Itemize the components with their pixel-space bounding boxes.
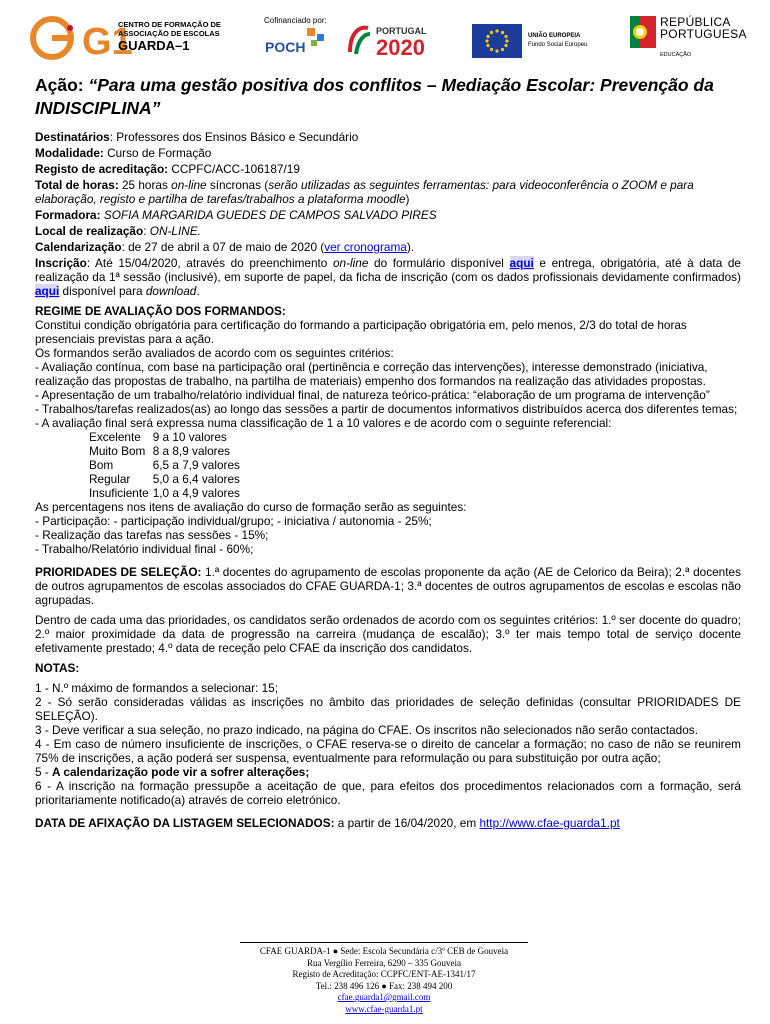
nota-1: 1 - N.º máximo de formandos a selecionar: 15; xyxy=(35,681,278,695)
criterios-paragraph: Dentro de cada uma das prioridades, os candidatos serão ordenados de acordo com os seguintes critérios: 1.º ser docente do quadro; 2.º maior proximidade da data de progressão na carreira (mudança de escalão); 3.º ter mais tempo total de serviço docente efetivamente prestado; 4.º data de receção pelo CFAE da inscrição dos candidatos. xyxy=(35,613,741,655)
footer-web-link[interactable]: www.cfae-guarda1.pt xyxy=(345,1003,423,1014)
regime-p4: - Apresentação de um trabalho/relatório individual final, de natureza teórico-prática: “elaboração de um programa de intervenção” xyxy=(35,388,710,402)
regime-p10: - Trabalho/Relatório individual final - 60%; xyxy=(35,542,254,556)
g1-logo-number: G1 xyxy=(82,21,133,63)
document-body xyxy=(35,130,741,830)
regime-p6: - A avaliação final será expressa numa classificação de 1 a 10 valores e de acordo com o seguinte referencial: xyxy=(35,416,612,430)
calendarizacao-label: Calendarização xyxy=(35,240,122,254)
table-row xyxy=(89,472,244,486)
scale-range: 1,0 a 4,9 valores xyxy=(152,486,240,500)
g1-logo-line1: CENTRO DE FORMAÇÃO DE xyxy=(118,20,221,29)
form-aqui-link[interactable]: aqui xyxy=(509,256,534,270)
registo-value: CCPFC/ACC-106187/19 xyxy=(168,162,300,176)
portugal-year: 2020 xyxy=(376,35,425,60)
g1-logo-icon xyxy=(30,16,133,63)
document-header xyxy=(0,0,770,70)
modalidade-label: Modalidade: xyxy=(35,146,104,160)
local-line xyxy=(35,224,741,238)
footer-line1: CFAE GUARDA-1 ● Sede: Escola Secundária c/3º CEB de Gouveia xyxy=(259,946,509,956)
destinatarios-label: Destinatários xyxy=(35,130,110,144)
scale-label: Insuficiente xyxy=(89,486,149,500)
ue-text xyxy=(528,32,587,50)
g1-logo-line3: GUARDA–1 xyxy=(118,38,190,53)
scale-range: 8 a 8,9 valores xyxy=(152,444,231,458)
scale-label: Muito Bom xyxy=(89,444,146,458)
ue-line1: UNIÃO EUROPEIA xyxy=(528,33,581,39)
nota-2: 2 - Só serão consideradas válidas as inscrições no âmbito das prioridades de seleção definidas (consultar PRIORIDADES DE SELEÇÃO). xyxy=(35,695,741,723)
cofinanciado-label: Cofinanciado por: xyxy=(264,16,327,25)
portugal2020-logo-icon xyxy=(346,22,456,58)
prioridades-text: 1.ª docentes do agrupamento de escolas proponente da ação (AE de Celorico da Beira); 2.ª docentes de outros agrupamentos de escolas associados do CFAE GUARDA-1; 3.ª docentes de outros agrupamentos de escolas e escolas não agrupadas. xyxy=(35,565,741,607)
cfae-website-link[interactable]: http://www.cfae-guarda1.pt xyxy=(479,816,620,830)
title-text: “Para uma gestão positiva dos conflitos – Mediação Escolar: Prevenção da INDISCIPLINA” xyxy=(35,75,714,118)
inscricao-online: on-line xyxy=(332,256,369,270)
inscricao-label: Inscrição xyxy=(35,256,87,270)
regime-p5: - Trabalhos/tarefas realizados(as) ao longo das sessões a partir de documentos informativos distribuídos acerca dos diferentes temas; xyxy=(35,402,738,416)
formadora-value: SOFIA MARGARIDA GUEDES DE CAMPOS SALVADO PIRES xyxy=(100,208,437,222)
local-value: ON-LINE. xyxy=(149,224,201,238)
modalidade-line xyxy=(35,146,741,160)
scale-range: 9 a 10 valores xyxy=(152,430,227,444)
footer-email-link[interactable]: cfae.guarda1@gmail.com xyxy=(337,992,431,1002)
horas-label: Total de horas: xyxy=(35,178,119,192)
republica-portuguesa-logo xyxy=(630,16,760,62)
document-footer xyxy=(240,942,528,1015)
formadora-line xyxy=(35,208,741,222)
notas-heading xyxy=(35,661,741,675)
g1-logo-line2: ASSOCIAÇÃO DE ESCOLAS xyxy=(118,29,220,38)
table-row xyxy=(89,430,244,444)
inscricao-text-b: do formulário disponível xyxy=(368,256,510,270)
horas-text: síncronas ( xyxy=(206,178,269,192)
nota-6: 6 - A inscrição na formação pressupõe a aceitação de que, para efeitos dos procedimentos relacionados com a formação, será prioritariamente notificado(a) através de correio eletrónico. xyxy=(35,779,741,807)
regime-p3: - Avaliação contínua, com base na participação oral (pertinência e correção das intervenções), interesse demonstrado (iniciativa, realização das propostas de trabalho, na partilha de materiais) empenho dos formandos na realização das atividades propostas. xyxy=(35,360,708,388)
scale-label: Bom xyxy=(89,458,114,472)
footer-line3: Registo de Acreditação: CCPFC/ENT-AE-1341/17 xyxy=(292,969,476,979)
local-sep: : xyxy=(143,224,150,238)
regime-p7: As percentagens nos itens de avaliação do curso de formação serão as seguintes: xyxy=(35,500,467,514)
footer-line2: Rua Vergílio Ferreira, 6290 – 335 Gouveia xyxy=(307,957,461,968)
registo-line xyxy=(35,162,741,176)
ue-logo xyxy=(472,24,612,58)
nota-5-text: A calendarização pode vir a sofrer alterações; xyxy=(52,765,310,779)
eu-flag-icon xyxy=(472,24,522,58)
republica-emblem-icon xyxy=(630,16,656,48)
republica-line2: PORTUGUESA xyxy=(660,27,747,41)
classification-table xyxy=(89,430,244,500)
republica-line3: EDUCAÇÃO xyxy=(660,52,692,58)
registo-label: Registo de acreditação: xyxy=(35,162,169,176)
regime-heading xyxy=(35,304,741,318)
inscricao-download: download xyxy=(145,284,197,298)
formadora-label: Formadora: xyxy=(35,208,101,222)
horas-close: ) xyxy=(405,192,410,206)
calendarizacao-value: : de 27 de abril a 07 de maio de 2020 ( xyxy=(121,240,325,254)
scale-range: 5,0 a 6,4 valores xyxy=(152,472,240,486)
scale-label: Excelente xyxy=(89,430,141,444)
nota-3: 3 - Deve verificar a sua seleção, no prazo indicado, na página do CFAE. Os inscritos não selecionados não serão contactados. xyxy=(35,723,698,737)
prioridades-label: PRIORIDADES DE SELEÇÃO: xyxy=(35,565,202,579)
regime-p1: Constitui condição obrigatória para certificação do formando a participação obrigatória em, pelo menos, 2/3 do total de horas presenciais previstas para a ação. xyxy=(35,318,687,346)
page-title xyxy=(35,74,743,120)
notas-heading-text: NOTAS: xyxy=(35,661,80,675)
calendarizacao-close: ). xyxy=(406,240,415,254)
afixacao-label: DATA DE AFIXAÇÃO DA LISTAGEM SELECIONADOS: xyxy=(35,816,335,830)
nota-5 xyxy=(35,765,741,779)
republica-line1: REPÚBLICA xyxy=(660,15,731,29)
table-row xyxy=(89,458,244,472)
inscricao-text-d: disponível para xyxy=(59,284,146,298)
cronograma-link[interactable]: ver cronograma xyxy=(324,240,407,254)
inscricao-text-e: . xyxy=(196,284,200,298)
g1-logo-text xyxy=(118,20,221,54)
table-row xyxy=(89,486,244,500)
afixacao-line xyxy=(35,816,741,830)
republica-text xyxy=(660,16,747,40)
calendarizacao-line xyxy=(35,240,741,254)
poch-logo-icon xyxy=(263,26,331,60)
title-prefix: Ação: xyxy=(35,75,89,95)
nota-4: 4 - Em caso de número insuficiente de inscrições, o CFAE reserva-se o direito de cancelar a formação; no caso de não se reunirem 75% de inscrições, a ação poderá ser suspensa, eventualmente para reformulação ou para substituição por outra ação; xyxy=(35,737,741,765)
modalidade-value: Curso de Formação xyxy=(103,146,212,160)
portugal-label: PORTUGAL xyxy=(376,26,427,36)
footer-line4: Tel.: 238 496 126 ● Fax: 238 494 200 xyxy=(315,980,453,991)
ficha-aqui-link[interactable]: aqui xyxy=(35,284,60,298)
regime-p8: - Participação: - participação individual/grupo; - iniciativa / autonomia - 25%; xyxy=(35,514,432,528)
table-row xyxy=(89,444,244,458)
prioridades-paragraph xyxy=(35,565,741,607)
horas-online: on-line xyxy=(171,178,207,192)
regime-p2: Os formandos serão avaliados de acordo com os seguintes critérios: xyxy=(35,346,394,360)
regime-heading-text: REGIME DE AVALIAÇÃO DOS FORMANDOS: xyxy=(35,304,286,318)
local-label: Local de realização xyxy=(35,224,144,238)
horas-tools: serão utilizadas as seguintes ferramentas: para videoconferência o ZOOM e para elaboração, registo e partilha de tarefas/trabalhos a plataforma moodle xyxy=(35,178,694,206)
afixacao-text: a partir de 16/04/2020, em xyxy=(334,816,480,830)
horas-line xyxy=(35,178,741,206)
horas-value: 25 horas xyxy=(118,178,172,192)
inscricao-paragraph xyxy=(35,256,741,298)
ue-line2: Fundo Social Europeu xyxy=(528,42,588,48)
destinatarios-line xyxy=(35,130,741,144)
regime-p9: - Realização das tarefas nas sessões - 15%; xyxy=(35,528,269,542)
inscricao-text-c: e entrega, obrigatória, até à data de realização da 1ª sessão (inclusivé), em suporte de papel, da ficha de inscrição (com os dados profissionais devidamente confirmados) xyxy=(35,256,741,284)
scale-range: 6,5 a 7,9 valores xyxy=(152,458,240,472)
poch-logo-text: POCH xyxy=(265,39,306,55)
scale-label: Regular xyxy=(89,472,131,486)
nota-5-prefix: 5 - xyxy=(35,765,53,779)
destinatarios-value: : Professores dos Ensinos Básico e Secundário xyxy=(109,130,359,144)
inscricao-text-a: : Até 15/04/2020, através do preenchimento xyxy=(86,256,333,270)
